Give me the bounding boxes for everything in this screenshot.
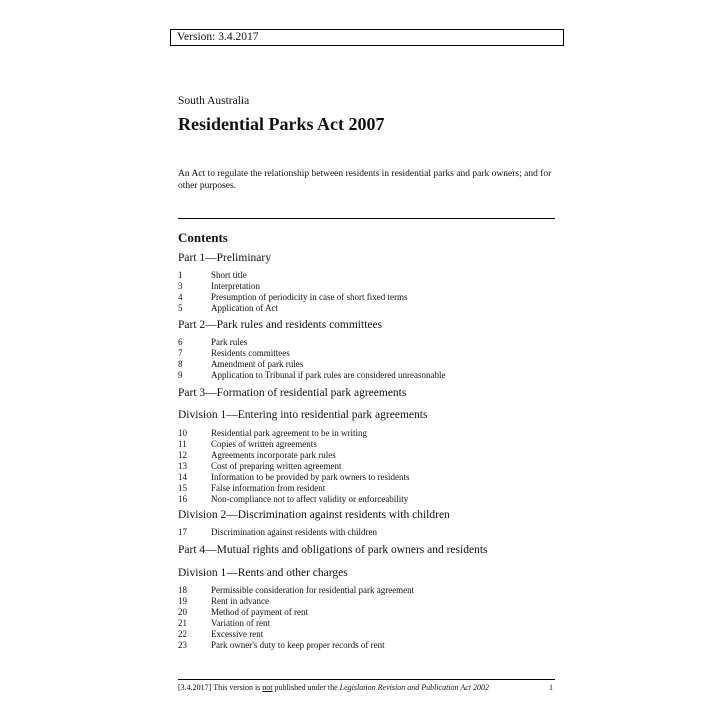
contents-divider [178,218,555,219]
footer-text-mid: published under the [274,683,338,692]
toc-entry-number: 1 [178,270,183,280]
toc-entry-title: False information from resident [211,483,326,493]
part4-heading[interactable]: Part 4—Mutual rights and obligations of park owners and residents [178,544,488,556]
long-title: An Act to regulate the relationship between residents in residential parks and park owners; and for other purposes. [178,169,552,191]
toc-entry-number: 16 [178,494,187,504]
part3-division2-heading[interactable]: Division 2—Discrimination against residents with children [178,509,450,521]
page-number: 1 [549,683,553,692]
part2-heading[interactable]: Part 2—Park rules and residents committees [178,319,383,331]
footer-text-not: not [262,683,273,692]
toc-entry-title: Information to be provided by park owners to residents [211,472,410,482]
toc-entry-number: 7 [178,348,183,358]
toc-entry-title: Residents committees [211,348,290,358]
toc-entry-title: Residential park agreement to be in writing [211,428,367,438]
toc-entry-number: 22 [178,629,187,639]
toc-entry-title: Amendment of park rules [211,359,304,369]
footer-date: [3.4.2017] [178,683,212,692]
toc-entry-number: 23 [178,640,187,650]
toc-entry-number: 19 [178,596,187,606]
version-box [170,29,564,46]
toc-entry-number: 4 [178,292,183,302]
toc-entry-title: Application to Tribunal if park rules are considered unreasonable [211,370,446,380]
footer-text-pre: This version is [213,683,261,692]
toc-entry-number: 12 [178,450,187,460]
part1-heading[interactable]: Part 1—Preliminary [178,252,271,264]
toc-entry-number: 10 [178,428,187,438]
toc-entry-title: Cost of preparing written agreement [211,461,342,471]
contents-heading: Contents [178,230,228,245]
toc-entry-number: 14 [178,472,187,482]
toc-entry-title: Park owner's duty to keep proper records of rent [211,640,385,650]
act-title: Residential Parks Act 2007 [178,114,385,134]
jurisdiction: South Australia [178,95,250,107]
toc-entry-number: 9 [178,370,183,380]
footer-act-reference: Legislation Revision and Publication Act 2002 [339,683,490,692]
toc-entry-number: 17 [178,527,187,537]
toc-entry-title: Excessive rent [211,629,264,639]
toc-entry-title: Application of Act [211,303,278,313]
toc-entry-title: Variation of rent [211,618,270,628]
toc-entry-number: 6 [178,337,183,347]
toc-entry-title: Permissible consideration for residential park agreement [211,585,415,595]
toc-entry-title: Presumption of periodicity in case of short fixed terms [211,292,408,302]
toc-entry-number: 18 [178,585,187,595]
toc-entry-title: Agreements incorporate park rules [211,450,336,460]
toc-entry-number: 8 [178,359,183,369]
toc-entry-title: Interpretation [211,281,260,291]
toc-entry-number: 3 [178,281,183,291]
part3-heading[interactable]: Part 3—Formation of residential park agreements [178,387,407,399]
footer-divider [178,679,555,680]
toc-entry-number: 15 [178,483,187,493]
part3-division1-heading[interactable]: Division 1—Entering into residential park agreements [178,409,428,421]
toc-entry-number: 21 [178,618,187,628]
footer-note [178,683,489,692]
toc-entry-title: Copies of written agreements [211,439,317,449]
toc-entry-number: 13 [178,461,187,471]
toc-entry-number: 11 [178,439,187,449]
toc-entry-title: Park rules [211,337,248,347]
toc-entry-title: Rent in advance [211,596,269,606]
toc-entry-title: Short title [211,270,247,280]
toc-entry-title: Non-compliance not to affect validity or enforceability [211,494,409,504]
toc-entry-number: 20 [178,607,187,617]
toc-entry-title: Discrimination against residents with children [211,527,377,537]
toc-entry-number: 5 [178,303,183,313]
toc-entry-title: Method of payment of rent [211,607,308,617]
part4-division1-heading[interactable]: Division 1—Rents and other charges [178,567,348,579]
version-label: Version: 3.4.2017 [177,31,259,43]
